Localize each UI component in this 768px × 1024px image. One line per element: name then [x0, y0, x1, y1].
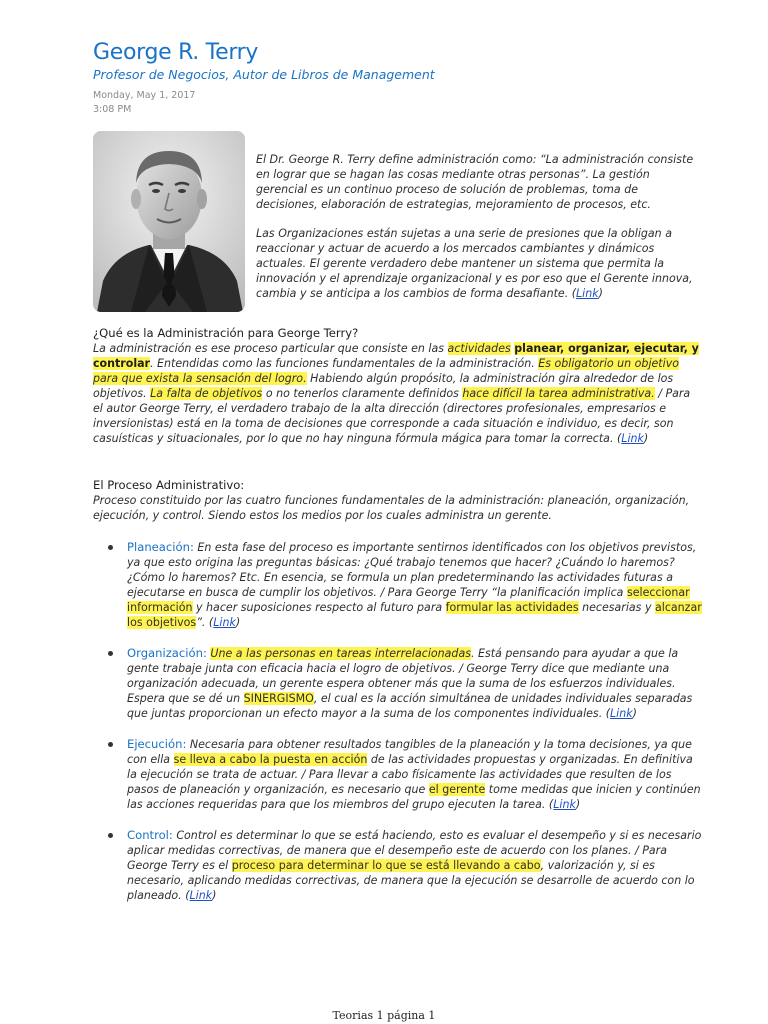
- note-date: Monday, May 1, 2017: [93, 90, 196, 101]
- note-time: 3:08 PM: [93, 104, 132, 115]
- list-item-planeacion: Planeación: En esta fase del proceso es importante sentirnos identificados con los objetivos previstos, ya que esto origina las preguntas básicas: ¿Qué trabajo tenemos que hacer? ¿Cuándo lo haremos? ¿Cómo lo haremos? Etc. En esencia, se formula un plan predeterminando las actividades futuras a ejecutarse en busca de cumplir los objetivos. / Para George Terry “la planificación implica seleccionar información y hacer suposiciones respecto al futuro para formular las actividades necesarias y alcanzar los objetivos”. (Link): [93, 540, 703, 630]
- intro-section: [256, 152, 701, 301]
- term-planeacion: Planeación:: [127, 540, 194, 554]
- term-organizacion: Organización:: [127, 646, 207, 660]
- bullet-icon: [108, 742, 113, 747]
- proceso-heading: El Proceso Administrativo:: [93, 478, 245, 492]
- highlight: el gerente: [428, 783, 486, 796]
- portrait-illustration: [93, 131, 245, 312]
- ejecucion-link[interactable]: Link: [553, 798, 576, 811]
- intro-link[interactable]: Link: [576, 287, 599, 300]
- term-control: Control:: [127, 828, 173, 842]
- highlight: Es obligatorio un objetivo para que exista la sensación del logro.: [93, 357, 680, 385]
- administracion-heading: ¿Qué es la Administración para George Terry?: [93, 326, 359, 340]
- list-item-control: Control: Control es determinar lo que se está haciendo, esto es evaluar el desempeño y si es necesario aplicar medidas correctivas, de manera que el desempeño este de acuerdo con los planes. / Para George Terry es el proceso para determinar lo que se está llevando a cabo, valorización y, si es necesario, aplicando medidas correctivas, de manera que la ejecución se desarrolle de acuerdo con lo planeado. (Link): [93, 828, 703, 903]
- highlight: La falta de objetivos: [150, 387, 263, 400]
- highlight: SINERGISMO: [243, 692, 314, 705]
- planeacion-link[interactable]: Link: [213, 616, 236, 629]
- highlight: actividades: [447, 342, 511, 355]
- bullet-icon: [108, 833, 113, 838]
- bullet-icon: [108, 545, 113, 550]
- bullet-icon: [108, 651, 113, 656]
- control-link[interactable]: Link: [189, 889, 213, 902]
- intro-paragraph-2: Las Organizaciones están sujetas a una serie de presiones que la obligan a reaccionar y actuar de acuerdo a los mercados cambiantes y dinámicos actuales. El gerente verdadero debe mantener un sistema que permita la innovación y el aprendizaje organizacional y es por eso que el Gerente innova, cambia y se anticipa a los cambios de forma desafiante. (Link): [256, 227, 693, 300]
- functions-list: [93, 540, 703, 919]
- highlight: hace difícil la tarea administrativa.: [462, 387, 655, 400]
- highlight: alcanzar los objetivos: [127, 601, 702, 629]
- page-subtitle: Profesor de Negocios, Autor de Libros de Management: [93, 67, 435, 82]
- page-footer: Teorias 1 página 1: [332, 1009, 436, 1022]
- administracion-section: [93, 326, 703, 446]
- portrait-photo: [93, 131, 245, 312]
- highlight: se lleva a cabo la puesta en acción: [173, 753, 368, 766]
- intro-paragraph-1: El Dr. George R. Terry define administración como: “La administración consiste en lograr que se hagan las cosas mediante otras personas”. La gestión gerencial es un continuo proceso de solución de problemas, toma de decisiones, elaboración de estrategias, mejoramiento de procesos, etc.: [256, 153, 694, 211]
- term-ejecucion: Ejecución:: [127, 737, 187, 751]
- highlight: formular las actividades: [445, 601, 579, 614]
- organizacion-link[interactable]: Link: [610, 707, 633, 720]
- page-title: George R. Terry: [93, 40, 259, 65]
- highlight: seleccionar información: [127, 586, 690, 614]
- highlight: Une a las personas en tareas interrelacionadas: [210, 647, 471, 660]
- administracion-link[interactable]: Link: [621, 432, 644, 445]
- administracion-paragraph: La administración es ese proceso particular que consiste en las actividades planear, organizar, ejecutar, y controlar. Entendidas como las funciones fundamentales de la administración. Es obligatorio un objetivo para que exista la sensación del logro. Habiendo algún propósito, la administración gira alrededor de los objetivos. La falta de objetivos o no tenerlos claramente definidos hace difícil la tarea administrativa. / Para el autor George Terry, el verdadero trabajo de la alta dirección (directores profesionales, empresarios e inversionistas) está en la toma de decisiones que corresponde a cada situación e individuo, es decir, son casuísticas y situacionales, por lo que no hay ninguna fórmula mágica para tomar la correcta. (Link): [93, 342, 699, 445]
- list-item-ejecucion: Ejecución: Necesaria para obtener resultados tangibles de la planeación y la toma decisiones, ya que con ella se lleva a cabo la puesta en acción de las actividades propuestas y organizadas. En definitiva la ejecución se trata de actuar. / Para llevar a cabo físicamente las actividades que resulten de los pasos de planeación y organización, es necesario que el gerente tome medidas que inicien y continúen las acciones requeridas para que los miembros del grupo ejecuten la tarea. (Link): [93, 737, 703, 812]
- proceso-paragraph: Proceso constituido por las cuatro funciones fundamentales de la administración: planeación, organización, ejecución, y control. Siendo estos los medios por los cuales administra un gerente.: [93, 494, 690, 522]
- highlight-bold: planear, organizar, ejecutar, y controlar: [93, 342, 699, 370]
- proceso-section: [93, 478, 703, 523]
- highlight: proceso para determinar lo que se está llevando a cabo: [231, 859, 541, 872]
- list-item-organizacion: Organización: Une a las personas en tareas interrelacionadas. Está pensando para ayudar a que la gente trabaje junta con eficacia hacia el logro de objetivos. / George Terry dice que mediante una organización adecuada, un gerente espera obtener más que la suma de los esfuerzos individuales. Espera que se dé un SINERGISMO, el cual es la acción simultánea de unidades individuales separadas que juntas proporcionan un efecto mayor a la suma de los componentes individuales. (Link): [93, 646, 703, 721]
